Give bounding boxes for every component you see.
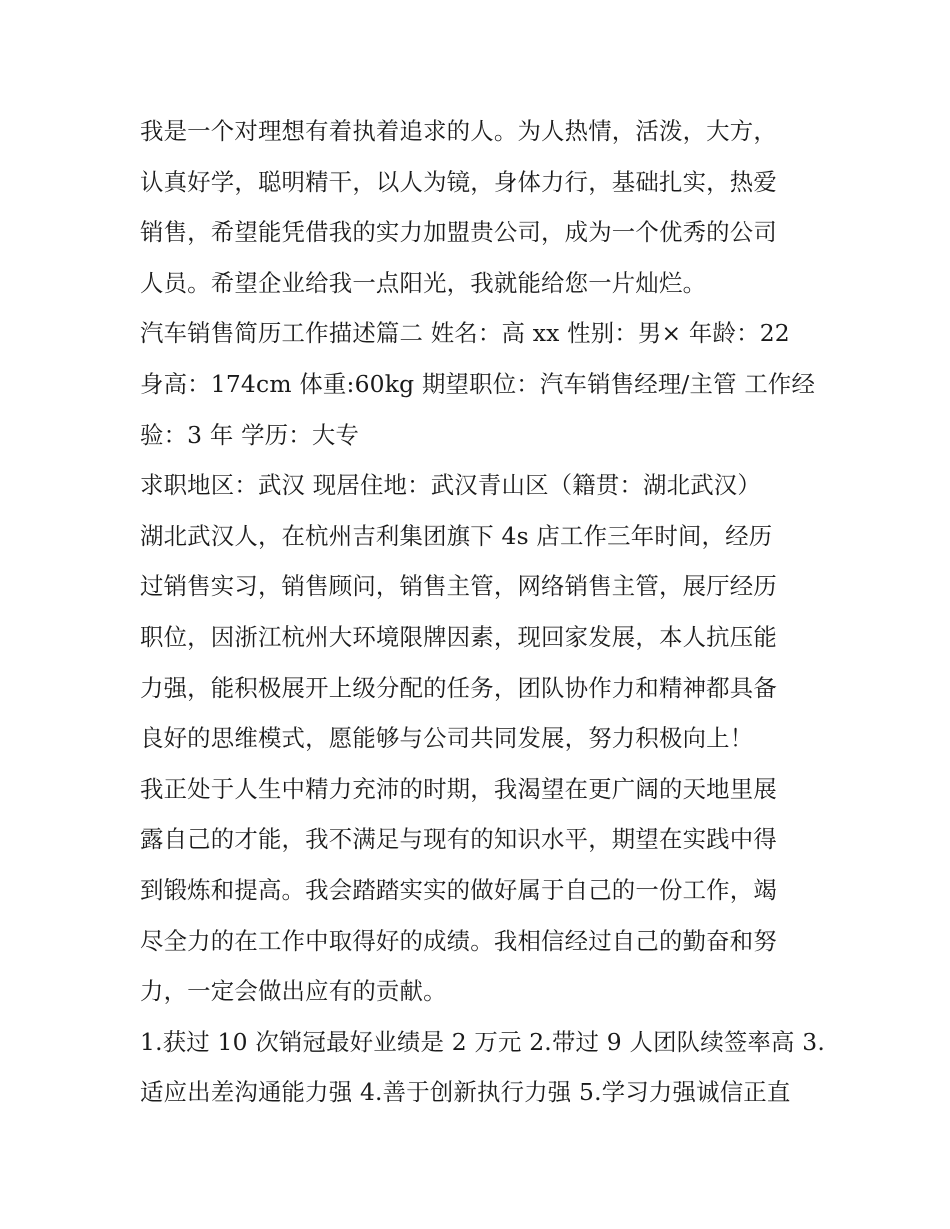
text-line: 认真好学，聪明精干，以人为镜，身体力行，基础扎实，热爱 (140, 167, 777, 196)
text-line: 适应出差沟通能力强 4.善于创新执行力强 5.学习力强诚信正直 (140, 1078, 791, 1107)
text-line: 尽全力的在工作中取得好的成绩。我相信经过自己的勤奋和努 (140, 926, 777, 955)
text-line: 到锻炼和提高。我会踏踏实实的做好属于自己的一份工作，竭 (140, 875, 777, 904)
text-line: 人员。希望企业给我一点阳光，我就能给您一片灿烂。 (140, 268, 707, 297)
text-line: 湖北武汉人，在杭州吉利集团旗下 4s 店工作三年时间，经历 (140, 521, 773, 550)
text-line: 职位，因浙江杭州大环境限牌因素，现回家发展，本人抗压能 (140, 622, 777, 651)
document-body (140, 106, 825, 1118)
text-line: 过销售实习，销售顾问，销售主管，网络销售主管，展厅经历 (140, 572, 777, 601)
text-line: 露自己的才能，我不满足与现有的知识水平，期望在实践中得 (140, 825, 777, 854)
text-line: 汽车销售简历工作描述篇二 姓名：高 xx 性别：男× 年龄：22 (140, 319, 790, 348)
text-line: 身高：174cm 体重:60kg 期望职位：汽车销售经理/主管 工作经 (140, 369, 816, 398)
text-line: 我正处于人生中精力充沛的时期，我渴望在更广阔的天地里展 (140, 774, 777, 803)
text-line: 1.获过 10 次销冠最好业绩是 2 万元 2.带过 9 人团队续签率高 3. (140, 1027, 825, 1056)
text-line: 验：3 年 学历：大专 (140, 420, 360, 449)
text-line: 求职地区：武汉 现居住地：武汉青山区（籍贯：湖北武汉） (140, 471, 761, 500)
text-line: 我是一个对理想有着执着追求的人。为人热情，活泼，大方， (140, 117, 777, 145)
text-line: 良好的思维模式，愿能够与公司共同发展，努力积极向上！ (140, 724, 754, 753)
text-line: 力强，能积极展开上级分配的任务，团队协作力和精神都具备 (140, 673, 777, 702)
text-line: 销售，希望能凭借我的实力加盟贵公司，成为一个优秀的公司 (140, 218, 777, 247)
text-line: 力，一定会做出应有的贡献。 (140, 977, 447, 1006)
